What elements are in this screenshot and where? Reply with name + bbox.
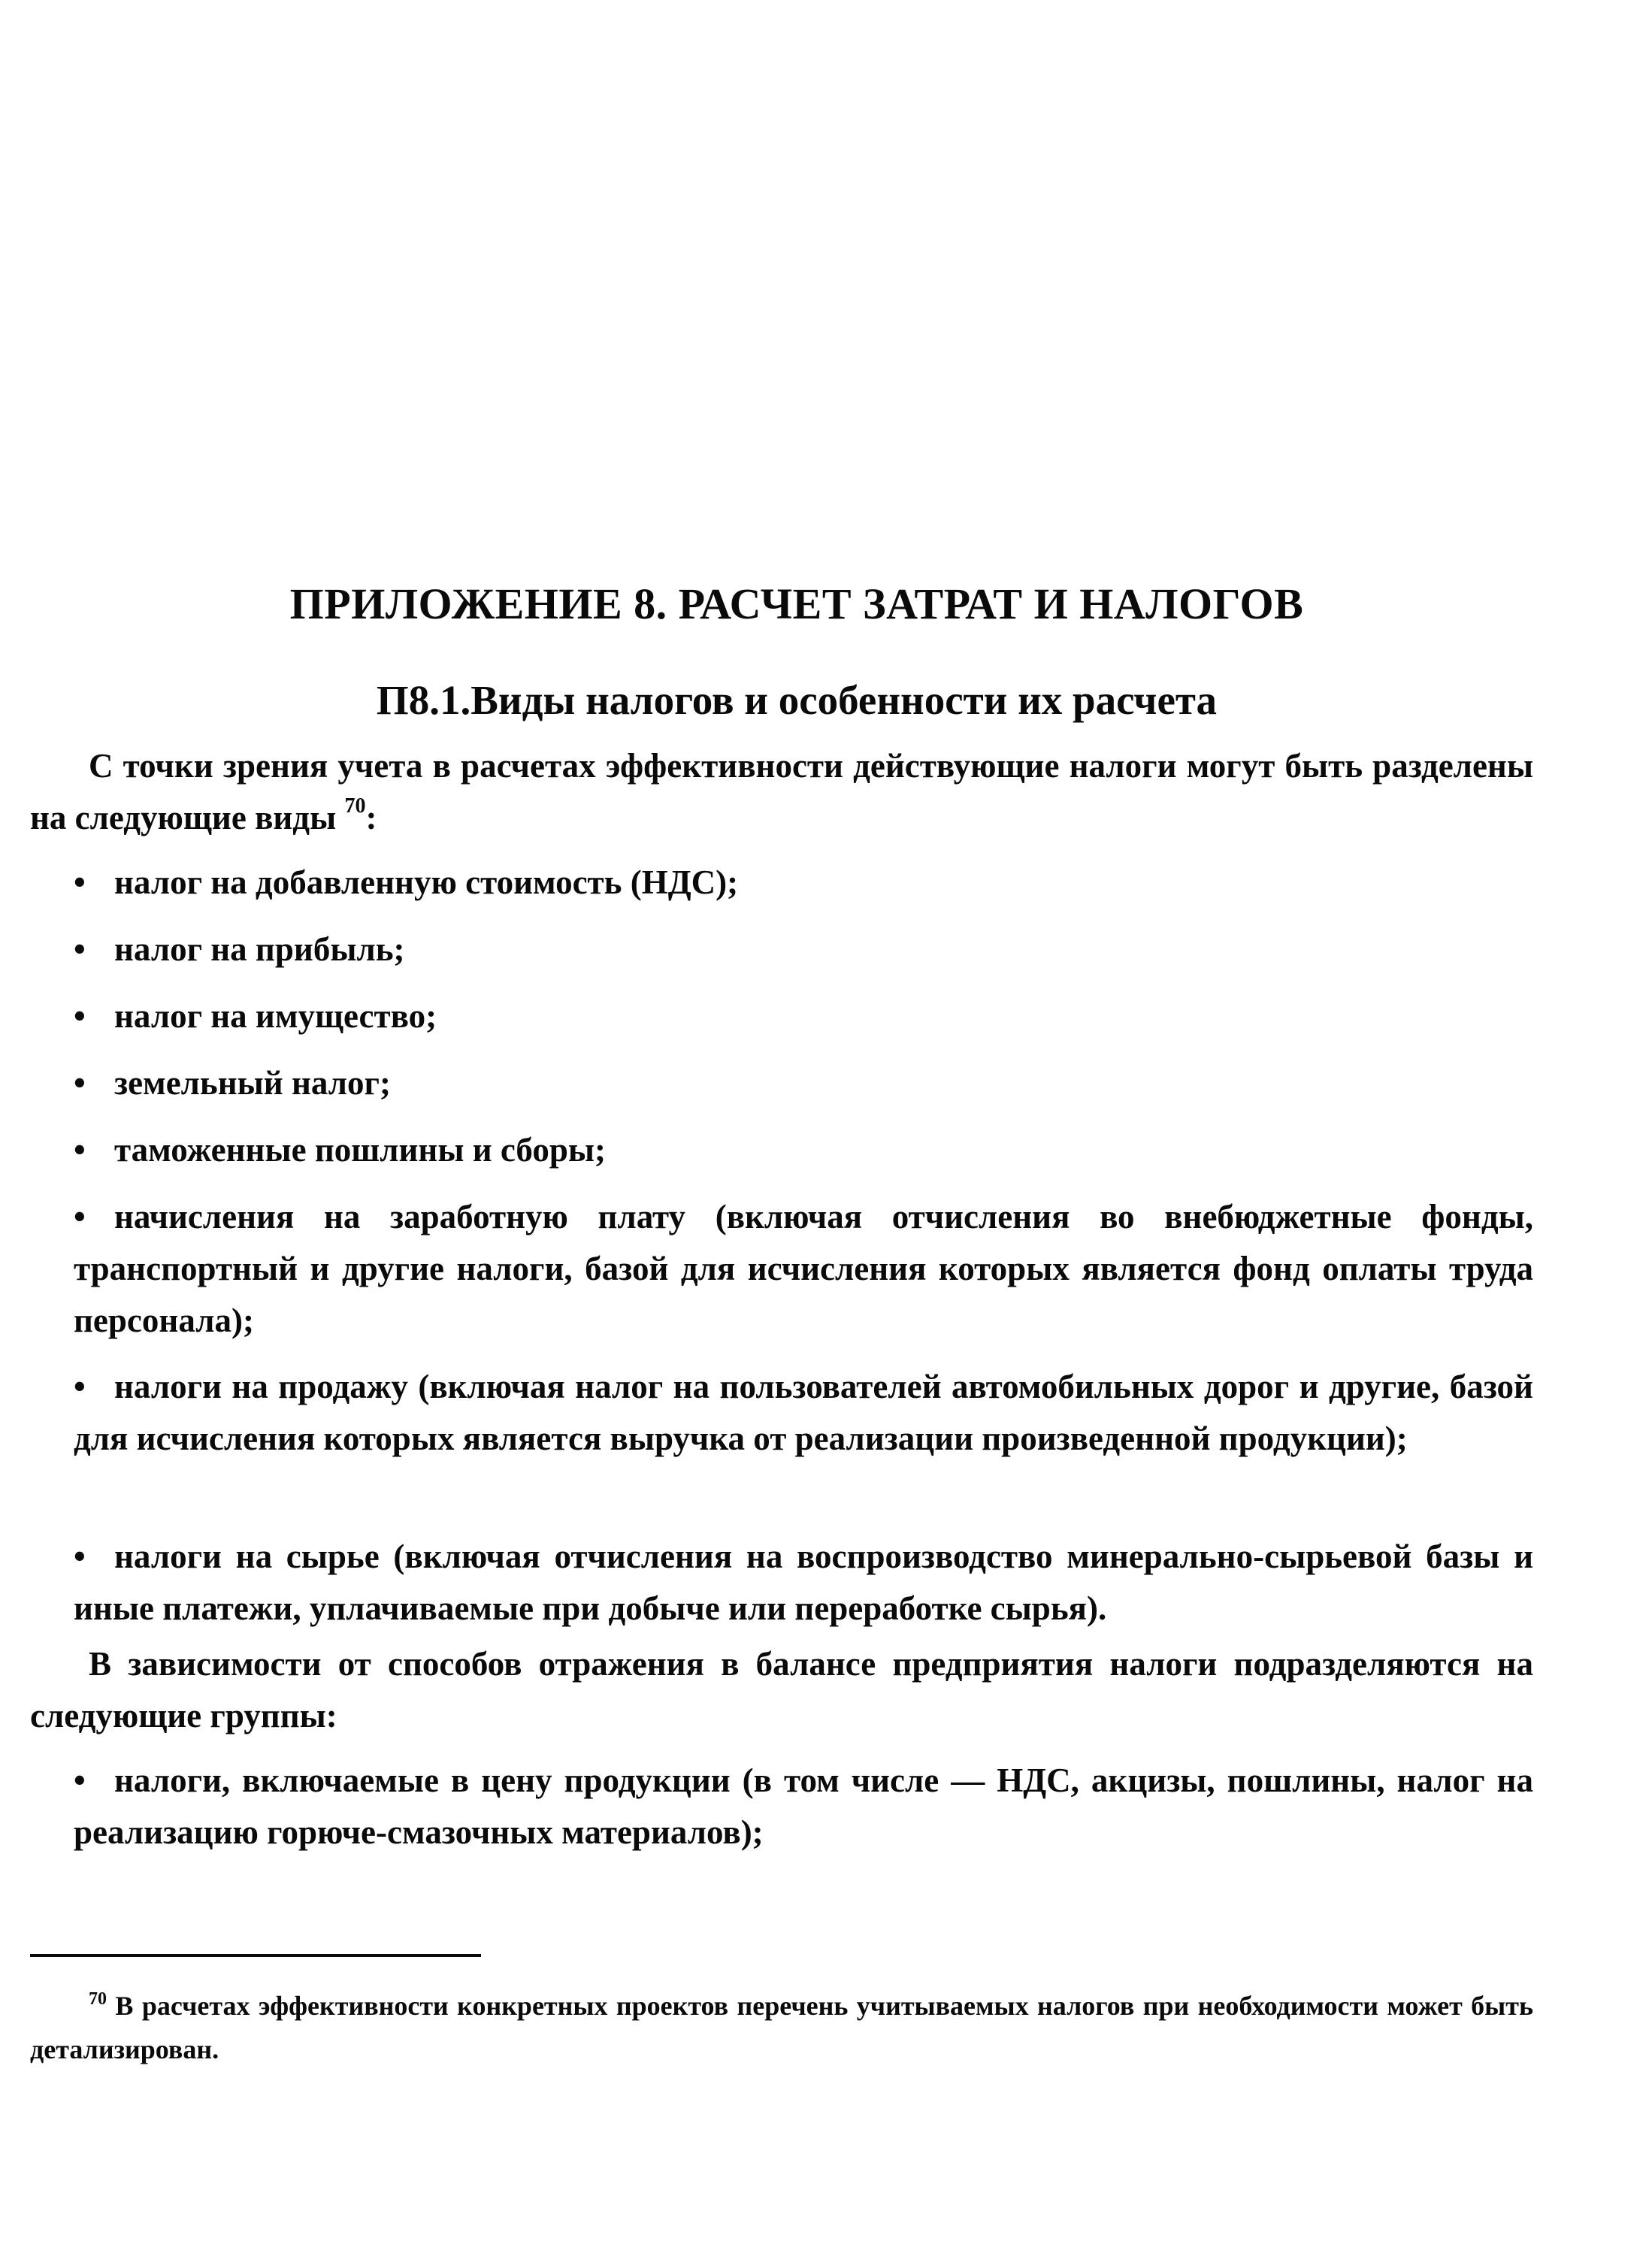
- bullet-icon: •: [74, 1198, 86, 1235]
- list-item-text: таможенные пошлины и сборы;: [114, 1131, 606, 1169]
- appendix-title: ПРИЛОЖЕНИЕ 8. РАСЧЕТ ЗАТРАТ И НАЛОГОВ: [289, 579, 1304, 628]
- bullet-icon: •: [74, 1368, 86, 1405]
- document-page: [30, 0, 1533, 2241]
- list-item-text: налог на добавленную стоимость (НДС);: [114, 863, 739, 901]
- list-item: [74, 1191, 1533, 1347]
- bullet-icon: •: [74, 1538, 86, 1575]
- intro-paragraph: [30, 740, 1533, 844]
- bullet-icon: •: [74, 1131, 86, 1169]
- list-item-text: налог на имущество;: [114, 997, 437, 1035]
- intro-text: С точки зрения учета в расчетах эффективности действующие налоги могут быть разделены на следующие виды: [30, 747, 1533, 836]
- list-item-text: налоги на сырье (включая отчисления на воспроизводство минерально-сырьевой базы и иные платежи, уплачиваемые при добыче или переработке сырья).: [74, 1538, 1533, 1627]
- list-item: [74, 1755, 1533, 1858]
- list-item: [74, 1361, 1533, 1465]
- list-item: [74, 924, 1533, 975]
- list-item: [74, 857, 1533, 909]
- groups-intro-paragraph: В зависимости от способов отражения в балансе предприятия налоги подразделяются на следующие группы:: [30, 1645, 1533, 1734]
- bullet-icon: •: [74, 1762, 86, 1799]
- bullet-icon: •: [74, 1064, 86, 1102]
- bullet-icon: •: [74, 863, 86, 901]
- footnote-ref: 70: [344, 794, 366, 818]
- bullet-icon: •: [74, 930, 86, 968]
- list-item-text: налог на прибыль;: [114, 930, 405, 968]
- list-item-text: налоги, включаемые в цену продукции (в том числе — НДС, акцизы, пошлины, налог на реализацию горюче-смазочных материалов);: [74, 1762, 1533, 1851]
- list-item: [74, 1057, 1533, 1109]
- footnote-text: В расчетах эффективности конкретных проектов перечень учитываемых налогов при необходимости может быть детализирован.: [30, 1991, 1534, 2064]
- section-title: П8.1.Виды налогов и особенности их расчета: [376, 677, 1218, 723]
- footnote-divider: [30, 1954, 481, 1957]
- bullet-icon: •: [74, 997, 86, 1035]
- footnote: [30, 1984, 1533, 2071]
- list-item: [74, 990, 1533, 1042]
- footnote-number: 70: [89, 1989, 107, 2009]
- list-item: [74, 1124, 1533, 1176]
- list-item: [74, 1531, 1533, 1635]
- list-item-text: налоги на продажу (включая налог на пользователей автомобильных дорог и другие, базой для исчисления которых является выручка от реализации произведенной продукции);: [74, 1368, 1533, 1457]
- list-item-text: земельный налог;: [114, 1064, 391, 1102]
- list-item-text: начисления на заработную плату (включая отчисления во внебюджетные фонды, транспортный и другие налоги, базой для исчисления которых является фонд оплаты труда персонала);: [74, 1198, 1533, 1339]
- intro-tail: :: [365, 799, 377, 836]
